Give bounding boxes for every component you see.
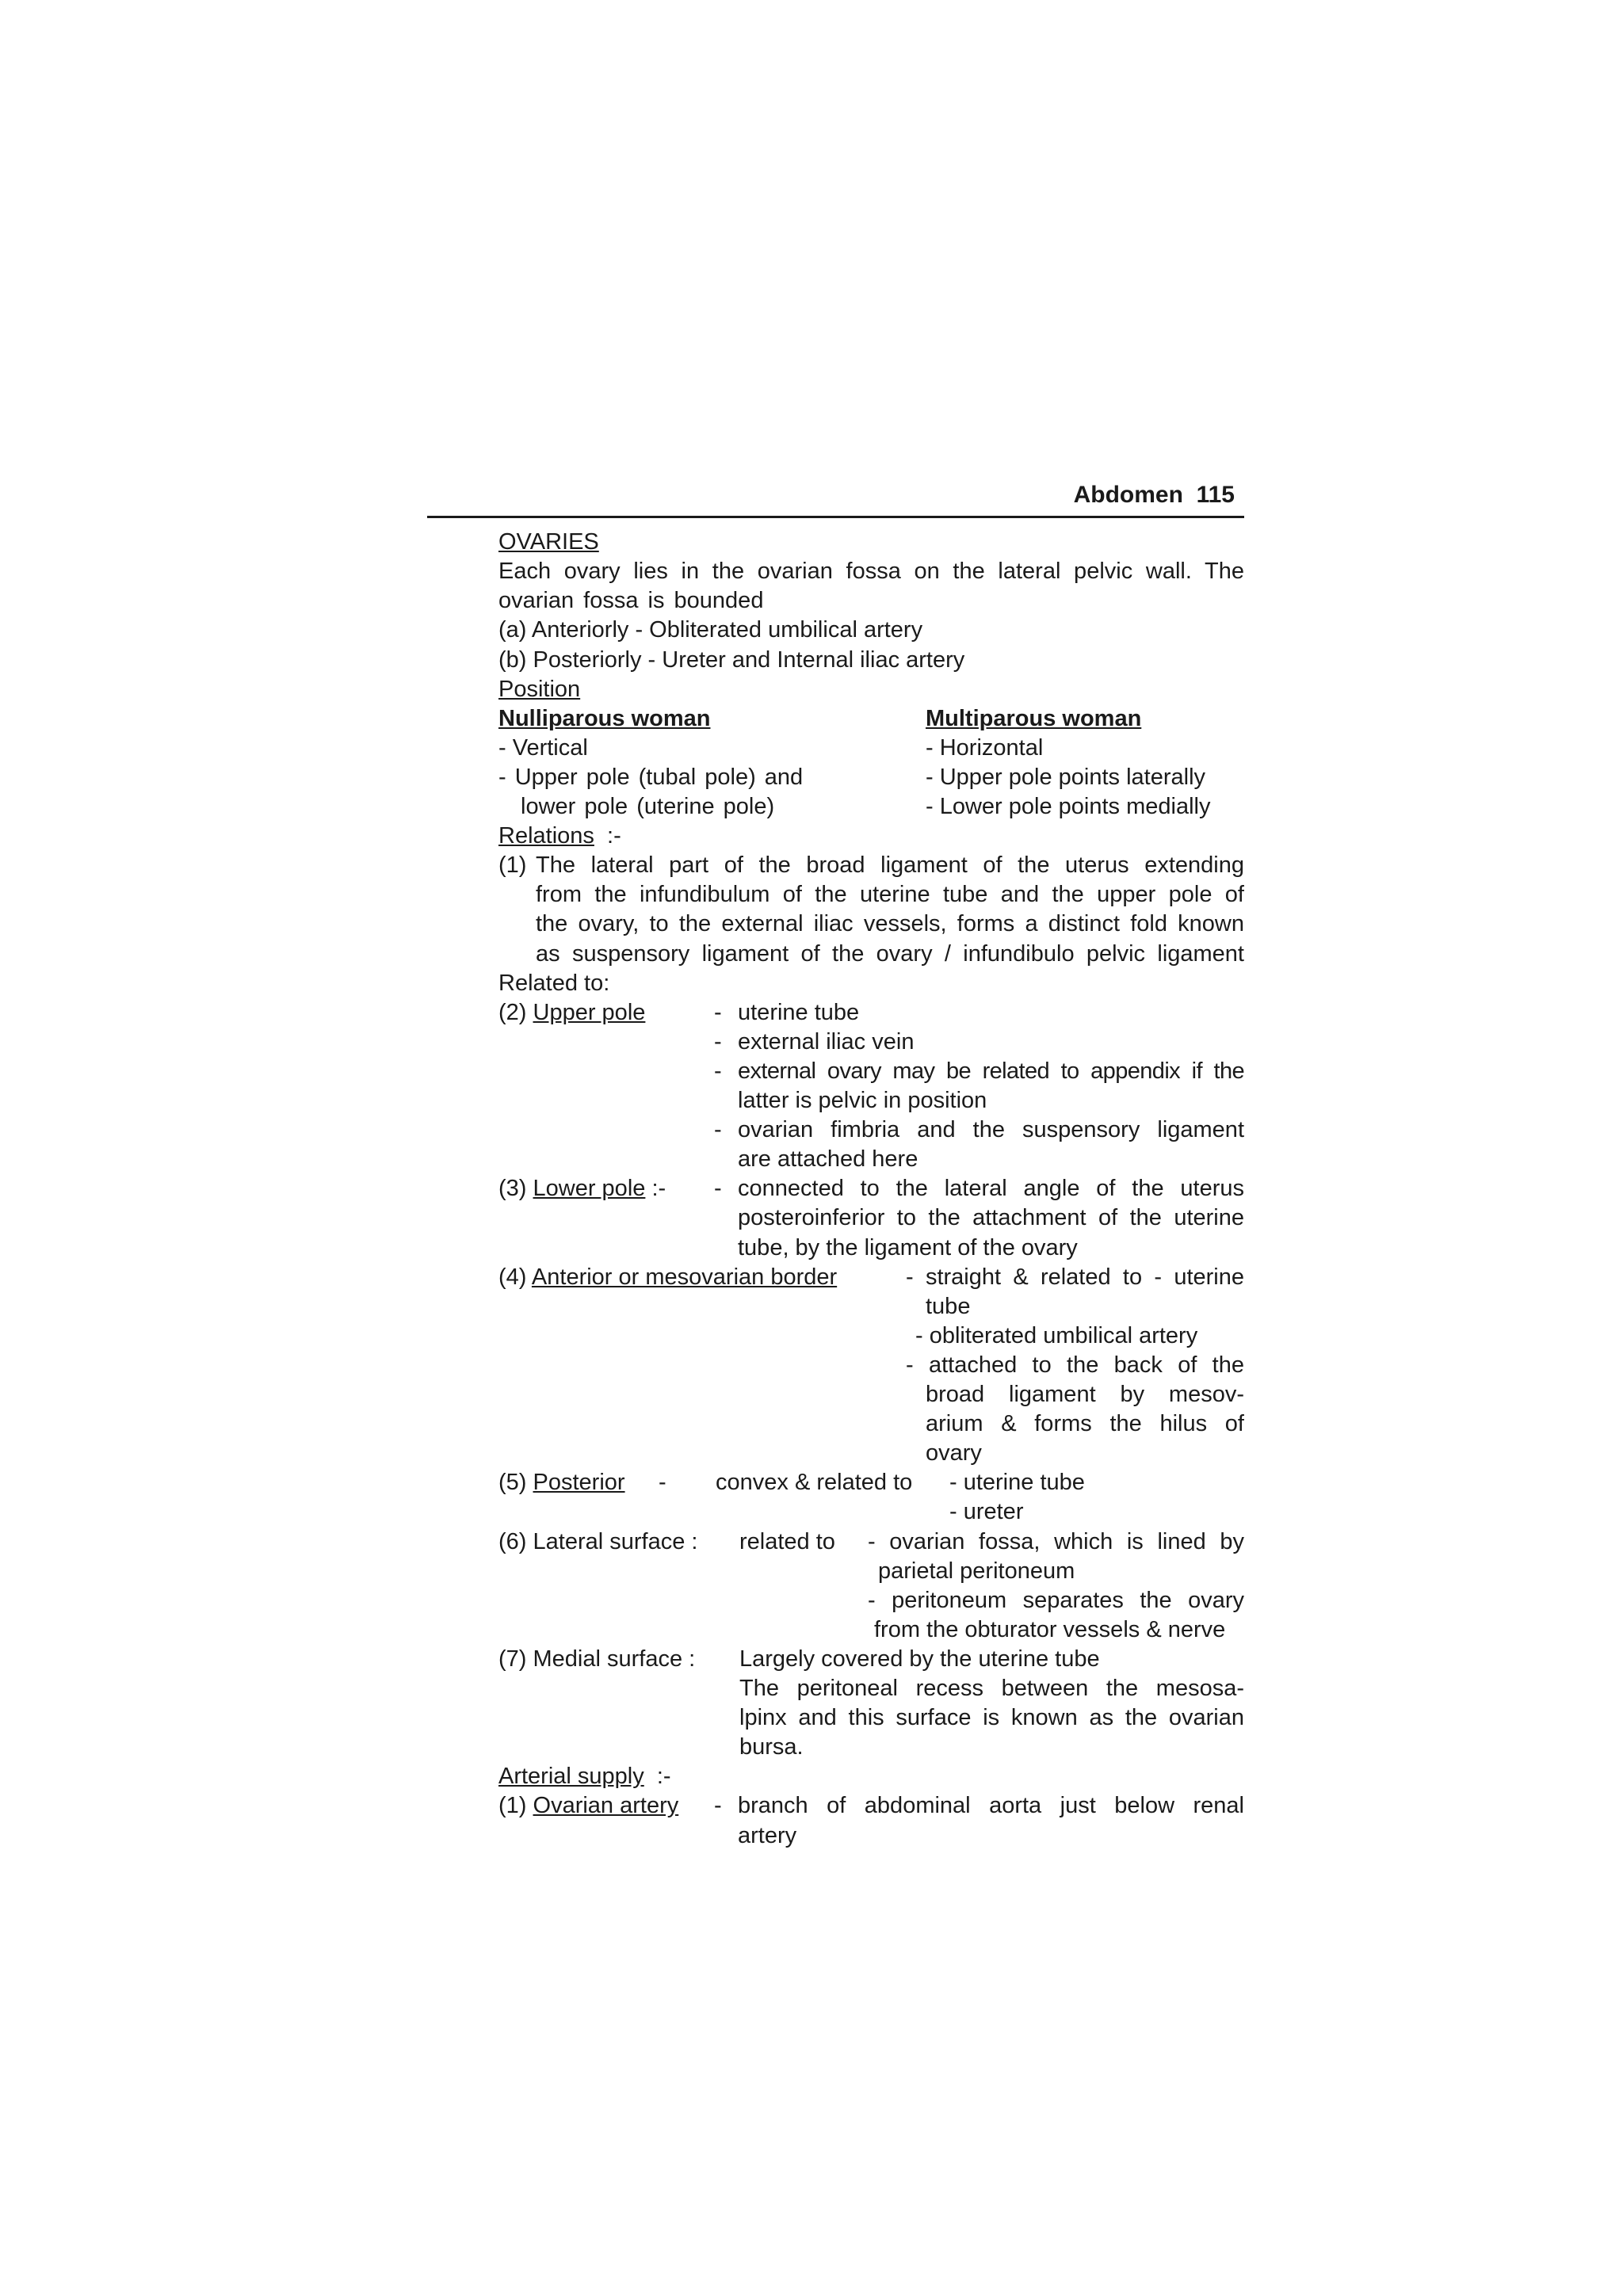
- relation-3-number: (3): [498, 1176, 527, 1201]
- ovarian-artery-line-2: artery: [738, 1823, 797, 1848]
- lower-pole-line-2: posteroinferior to the attachment of the uterine: [738, 1205, 1244, 1230]
- lower-pole-dash: -: [714, 1176, 722, 1201]
- upper-pole-dash-1: -: [714, 1000, 722, 1025]
- section-title: OVARIES: [498, 529, 599, 555]
- nulliparous-item-poles-2: lower pole (uterine pole): [521, 794, 775, 819]
- medial-surface-line-4: bursa.: [739, 1734, 804, 1760]
- anterior-border-line-1: - straight & related to - uterine: [906, 1264, 1244, 1290]
- running-title: Abdomen: [1073, 482, 1183, 508]
- lower-pole-line-3: tube, by the ligament of the ovary: [738, 1235, 1078, 1261]
- lateral-surface-related-to: related to: [739, 1529, 835, 1554]
- relation-6-label: (6) Lateral surface :: [498, 1529, 698, 1554]
- posterior-item-uterine-tube: - uterine tube: [949, 1470, 1085, 1495]
- lateral-surface-line-1: - ovarian fossa, which is lined by: [868, 1529, 1244, 1554]
- nulliparous-item-poles-1: - Upper pole (tubal pole) and: [498, 765, 804, 790]
- intro-line-1: Each ovary lies in the ovarian fossa on the lateral pelvic wall. The: [498, 559, 1244, 584]
- arterial-supply-heading-line: [498, 1762, 671, 1791]
- bound-posteriorly: (b) Posteriorly - Ureter and Internal iliac artery: [498, 647, 965, 673]
- lateral-surface-line-2: parietal peritoneum: [878, 1558, 1075, 1584]
- multiparous-item-upper-pole: - Upper pole points laterally: [926, 765, 1206, 790]
- relation-1-line-3: the ovary, to the external iliac vessels, forms a distinct fold known: [536, 911, 1244, 936]
- relation-5-heading: [498, 1468, 625, 1497]
- ovarian-artery-line-1: branch of abdominal aorta just below renal: [738, 1793, 1244, 1818]
- position-heading: Position: [498, 677, 581, 702]
- relation-4-number: (4): [498, 1264, 527, 1290]
- relation-1-line-2: from the infundibulum of the uterine tube and the upper pole of: [536, 882, 1244, 907]
- artery-1-number: (1): [498, 1793, 527, 1818]
- multiparous-item-horizontal: - Horizontal: [926, 735, 1044, 761]
- relation-4-label: Anterior or mesovarian border: [531, 1264, 838, 1290]
- relation-3-label: Lower pole: [533, 1176, 646, 1201]
- header-rule: [427, 516, 1244, 518]
- lateral-surface-line-3: - peritoneum separates the ovary: [868, 1588, 1244, 1613]
- upper-pole-item-appendix-1: external ovary may be related to appendix if the: [738, 1058, 1244, 1084]
- relation-7-label: (7) Medial surface :: [498, 1646, 696, 1672]
- anterior-border-line-6: arium & forms the hilus of: [926, 1411, 1244, 1436]
- relation-5-label: Posterior: [533, 1470, 625, 1495]
- relation-1-line-1: The lateral part of the broad ligament of the uterus extending: [536, 852, 1244, 878]
- lateral-surface-line-4: from the obturator vessels & nerve: [874, 1617, 1226, 1642]
- running-header: [1074, 482, 1235, 509]
- relation-3-suffix: :-: [651, 1176, 666, 1201]
- anterior-border-line-5: broad ligament by mesov-: [926, 1382, 1244, 1407]
- anterior-border-line-3: - obliterated umbilical artery: [915, 1323, 1198, 1348]
- upper-pole-dash-4: -: [714, 1117, 722, 1142]
- upper-pole-item-iliac-vein: external iliac vein: [738, 1029, 915, 1055]
- nulliparous-heading: Nulliparous woman: [498, 706, 711, 731]
- anterior-border-line-2: tube: [926, 1294, 971, 1319]
- relation-2-heading: [498, 998, 645, 1028]
- anterior-border-line-7: ovary: [926, 1440, 982, 1466]
- intro-line-2: ovarian fossa is bounded: [498, 588, 764, 613]
- nulliparous-item-vertical: - Vertical: [498, 735, 588, 761]
- relation-4-heading: [498, 1263, 837, 1292]
- relations-suffix: :-: [607, 823, 621, 849]
- relation-1-number: (1): [498, 852, 527, 878]
- upper-pole-item-appendix-2: latter is pelvic in position: [738, 1088, 987, 1113]
- relation-5-number: (5): [498, 1470, 527, 1495]
- relation-2-label: Upper pole: [533, 1000, 646, 1025]
- posterior-dash: -: [659, 1470, 666, 1495]
- arterial-supply-suffix: :-: [656, 1764, 671, 1789]
- related-to-label: Related to:: [498, 971, 610, 996]
- multiparous-item-lower-pole: - Lower pole points medially: [926, 794, 1211, 819]
- page-number: 115: [1196, 482, 1235, 508]
- anterior-border-line-4: - attached to the back of the: [906, 1352, 1244, 1378]
- upper-pole-dash-3: -: [714, 1058, 722, 1084]
- upper-pole-item-uterine-tube: uterine tube: [738, 1000, 860, 1025]
- bound-anteriorly: (a) Anteriorly - Obliterated umbilical artery: [498, 617, 923, 643]
- ovarian-artery-dash: -: [714, 1793, 722, 1818]
- relations-heading: Relations: [498, 823, 594, 849]
- arterial-supply-heading: Arterial supply: [498, 1764, 644, 1789]
- posterior-item-ureter: - ureter: [949, 1499, 1024, 1524]
- multiparous-heading: Multiparous woman: [926, 706, 1142, 731]
- medial-surface-line-3: lpinx and this surface is known as the ovarian: [739, 1705, 1244, 1730]
- relations-heading-line: [498, 822, 621, 851]
- upper-pole-item-fimbria-2: are attached here: [738, 1146, 918, 1172]
- relation-1-line-4: as suspensory ligament of the ovary / infundibulo pelvic ligament: [536, 941, 1244, 967]
- medial-surface-line-2: The peritoneal recess between the mesosa-: [739, 1676, 1244, 1701]
- upper-pole-item-fimbria-1: ovarian fimbria and the suspensory ligament: [738, 1117, 1244, 1142]
- artery-1-heading: [498, 1791, 678, 1821]
- lower-pole-line-1: connected to the lateral angle of the uterus: [738, 1176, 1244, 1201]
- relation-3-heading: [498, 1174, 666, 1203]
- artery-1-label: Ovarian artery: [533, 1793, 679, 1818]
- medial-surface-line-1: Largely covered by the uterine tube: [739, 1646, 1100, 1672]
- upper-pole-dash-2: -: [714, 1029, 722, 1055]
- posterior-convex-text: convex & related to: [716, 1470, 913, 1495]
- relation-2-number: (2): [498, 1000, 527, 1025]
